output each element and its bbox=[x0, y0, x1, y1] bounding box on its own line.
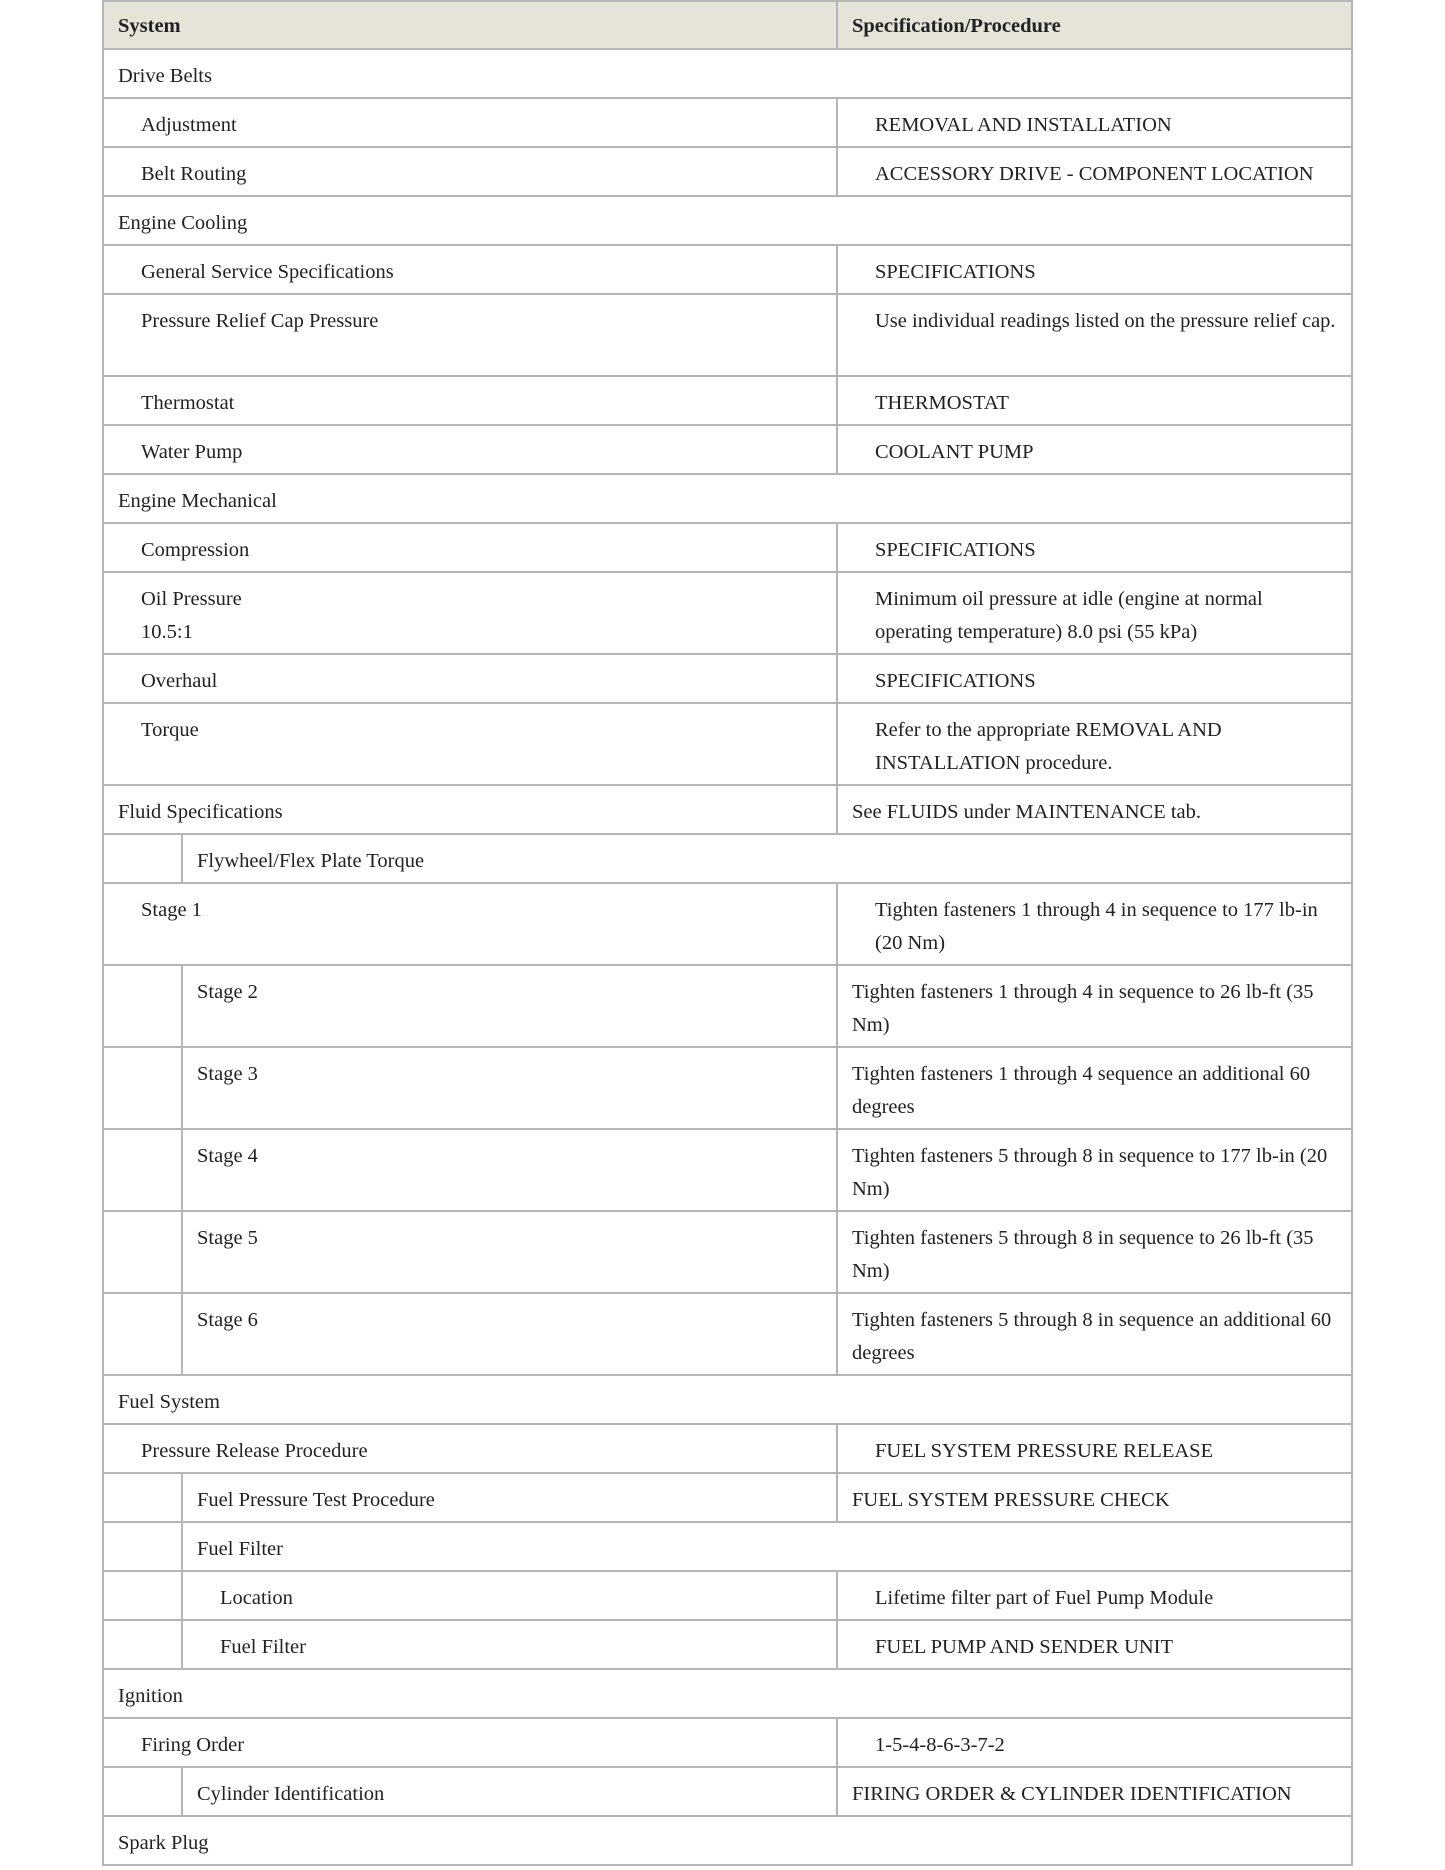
specification-cell bbox=[836, 1212, 1351, 1292]
table-row bbox=[104, 835, 1351, 884]
system-cell bbox=[104, 1376, 1351, 1423]
system-cell bbox=[183, 1768, 836, 1815]
indent-spacer bbox=[104, 1768, 183, 1815]
specification-text: Refer to the appropriate REMOVAL AND INSTALLATION procedure. bbox=[875, 719, 1222, 774]
system-label: Location bbox=[220, 1587, 293, 1609]
specification-cell bbox=[836, 148, 1351, 195]
system-cell bbox=[104, 377, 836, 424]
specification-cell bbox=[836, 1130, 1351, 1210]
specification-cell bbox=[836, 1768, 1351, 1815]
specification-cell bbox=[836, 377, 1351, 424]
table-row bbox=[104, 1621, 1351, 1670]
system-cell bbox=[104, 1719, 836, 1766]
system-label: Fuel Pressure Test Procedure bbox=[197, 1489, 435, 1511]
specification-text: Lifetime filter part of Fuel Pump Module bbox=[875, 1587, 1214, 1609]
specification-text: THERMOSTAT bbox=[875, 392, 1009, 414]
system-label: Stage 5 bbox=[197, 1227, 258, 1249]
system-label: General Service Specifications bbox=[141, 261, 394, 283]
table-row bbox=[104, 1523, 1351, 1572]
system-cell bbox=[183, 1572, 836, 1619]
table-row bbox=[104, 1474, 1351, 1523]
specification-text: Tighten fasteners 5 through 8 in sequence to 177 lb-in (20 Nm) bbox=[852, 1145, 1328, 1200]
system-label: Belt Routing bbox=[141, 163, 247, 185]
table-row bbox=[104, 1048, 1351, 1130]
specification-cell bbox=[836, 1572, 1351, 1619]
table-row bbox=[104, 475, 1351, 524]
specification-text: COOLANT PUMP bbox=[875, 441, 1034, 463]
indent-spacer bbox=[104, 1621, 183, 1668]
specification-cell bbox=[836, 573, 1351, 653]
table-row bbox=[104, 884, 1351, 966]
table-row bbox=[104, 966, 1351, 1048]
system-label: Pressure Relief Cap Pressure bbox=[141, 310, 379, 332]
system-cell bbox=[183, 1523, 1351, 1570]
specification-cell bbox=[836, 704, 1351, 784]
system-label: Water Pump bbox=[141, 441, 243, 463]
header-specification: Specification/Procedure bbox=[836, 2, 1351, 48]
table-row bbox=[104, 655, 1351, 704]
system-label: Compression bbox=[141, 539, 250, 561]
specification-text: REMOVAL AND INSTALLATION bbox=[875, 114, 1172, 136]
system-cell bbox=[183, 835, 1351, 882]
specification-cell bbox=[836, 966, 1351, 1046]
system-cell bbox=[104, 1425, 836, 1472]
specification-cell bbox=[836, 655, 1351, 702]
table-row bbox=[104, 148, 1351, 197]
specification-text: FUEL PUMP AND SENDER UNIT bbox=[875, 1636, 1174, 1658]
indent-spacer bbox=[104, 1572, 183, 1619]
system-cell bbox=[104, 704, 836, 784]
system-label: Oil Pressure bbox=[141, 588, 242, 610]
specification-cell bbox=[836, 1425, 1351, 1472]
system-label: Fuel Filter bbox=[197, 1538, 283, 1560]
indent-spacer bbox=[104, 966, 183, 1046]
specification-text: Tighten fasteners 5 through 8 in sequence to 26 lb-ft (35 Nm) bbox=[852, 1227, 1314, 1282]
specification-text: Tighten fasteners 1 through 4 sequence an additional 60 degrees bbox=[852, 1063, 1311, 1118]
specification-text: FUEL SYSTEM PRESSURE CHECK bbox=[852, 1489, 1170, 1511]
system-cell bbox=[104, 655, 836, 702]
header-system: System bbox=[118, 15, 181, 37]
indent-spacer bbox=[104, 835, 183, 882]
table-row bbox=[104, 1572, 1351, 1621]
spec-table bbox=[102, 0, 1353, 1866]
system-cell bbox=[183, 1130, 836, 1210]
indent-spacer bbox=[104, 1212, 183, 1292]
system-label: Fuel Filter bbox=[220, 1636, 306, 1658]
system-label: Stage 3 bbox=[197, 1063, 258, 1085]
specification-text: Use individual readings listed on the pressure relief cap. bbox=[875, 310, 1336, 332]
indent-spacer bbox=[104, 1048, 183, 1128]
table-row bbox=[104, 197, 1351, 246]
system-cell bbox=[104, 1817, 1351, 1864]
system-label: Stage 2 bbox=[197, 981, 258, 1003]
system-cell bbox=[183, 966, 836, 1046]
system-label: Stage 4 bbox=[197, 1145, 258, 1167]
system-label: Thermostat bbox=[141, 392, 235, 414]
system-label: Fuel System bbox=[118, 1391, 220, 1413]
system-label: Stage 1 bbox=[141, 899, 202, 921]
system-sub-value: 10.5:1 bbox=[141, 621, 193, 643]
system-label: Engine Cooling bbox=[118, 212, 248, 234]
table-header-row bbox=[104, 0, 1351, 50]
system-cell bbox=[104, 426, 836, 473]
specification-text: SPECIFICATIONS bbox=[875, 670, 1036, 692]
system-label: Stage 6 bbox=[197, 1309, 258, 1331]
system-cell bbox=[183, 1621, 836, 1668]
system-cell bbox=[104, 295, 836, 375]
table-row bbox=[104, 426, 1351, 475]
table-body bbox=[104, 50, 1351, 1866]
table-row bbox=[104, 1130, 1351, 1212]
table-row bbox=[104, 704, 1351, 786]
system-cell bbox=[183, 1048, 836, 1128]
system-label: Pressure Release Procedure bbox=[141, 1440, 368, 1462]
table-row bbox=[104, 1719, 1351, 1768]
system-cell bbox=[104, 786, 836, 833]
system-label: Adjustment bbox=[141, 114, 237, 136]
indent-spacer bbox=[104, 1474, 183, 1521]
system-cell bbox=[104, 884, 836, 964]
specification-cell bbox=[836, 786, 1351, 833]
table-row bbox=[104, 524, 1351, 573]
table-row bbox=[104, 1425, 1351, 1474]
specification-cell bbox=[836, 99, 1351, 146]
specification-cell bbox=[836, 1621, 1351, 1668]
system-cell bbox=[104, 573, 836, 653]
specification-cell bbox=[836, 426, 1351, 473]
system-cell bbox=[104, 475, 1351, 522]
table-row bbox=[104, 1817, 1351, 1866]
specification-text: SPECIFICATIONS bbox=[875, 261, 1036, 283]
system-label: Flywheel/Flex Plate Torque bbox=[197, 850, 425, 872]
indent-spacer bbox=[104, 1130, 183, 1210]
table-row bbox=[104, 1376, 1351, 1425]
table-row bbox=[104, 573, 1351, 655]
system-label: Ignition bbox=[118, 1685, 183, 1707]
table-row bbox=[104, 786, 1351, 835]
specification-cell bbox=[836, 1048, 1351, 1128]
specification-text: Tighten fasteners 5 through 8 in sequence an additional 60 degrees bbox=[852, 1309, 1332, 1364]
system-label: Cylinder Identification bbox=[197, 1783, 385, 1805]
system-label: Spark Plug bbox=[118, 1832, 209, 1854]
specification-text: Tighten fasteners 1 through 4 in sequence to 177 lb-in (20 Nm) bbox=[875, 899, 1318, 954]
system-cell bbox=[104, 197, 1351, 244]
specification-text: Tighten fasteners 1 through 4 in sequence to 26 lb-ft (35 Nm) bbox=[852, 981, 1314, 1036]
system-cell bbox=[183, 1212, 836, 1292]
table-row bbox=[104, 1768, 1351, 1817]
specification-cell bbox=[836, 524, 1351, 571]
specification-text: ACCESSORY DRIVE - COMPONENT LOCATION bbox=[875, 163, 1314, 185]
specification-text: See FLUIDS under MAINTENANCE tab. bbox=[852, 801, 1202, 823]
system-cell bbox=[104, 148, 836, 195]
specification-text: FUEL SYSTEM PRESSURE RELEASE bbox=[875, 1440, 1214, 1462]
specification-text: FIRING ORDER & CYLINDER IDENTIFICATION bbox=[852, 1783, 1292, 1805]
specification-cell bbox=[836, 1294, 1351, 1374]
system-label: Firing Order bbox=[141, 1734, 245, 1756]
specification-cell bbox=[836, 295, 1351, 375]
system-label: Drive Belts bbox=[118, 65, 212, 87]
system-cell bbox=[104, 246, 836, 293]
specification-cell bbox=[836, 1474, 1351, 1521]
system-cell bbox=[183, 1294, 836, 1374]
table-row bbox=[104, 99, 1351, 148]
table-row bbox=[104, 377, 1351, 426]
system-cell bbox=[104, 50, 1351, 97]
system-label: Fluid Specifications bbox=[118, 801, 283, 823]
table-row bbox=[104, 50, 1351, 99]
system-label: Overhaul bbox=[141, 670, 218, 692]
table-row bbox=[104, 1212, 1351, 1294]
specification-cell bbox=[836, 1719, 1351, 1766]
specification-text: Minimum oil pressure at idle (engine at normal operating temperature) 8.0 psi (55 kPa) bbox=[875, 588, 1263, 643]
table-row bbox=[104, 1670, 1351, 1719]
system-cell bbox=[104, 1670, 1351, 1717]
system-cell bbox=[104, 524, 836, 571]
table-row bbox=[104, 246, 1351, 295]
system-cell bbox=[183, 1474, 836, 1521]
table-row bbox=[104, 1294, 1351, 1376]
system-cell bbox=[104, 99, 836, 146]
specification-cell bbox=[836, 884, 1351, 964]
indent-spacer bbox=[104, 1294, 183, 1374]
indent-spacer bbox=[104, 1523, 183, 1570]
specification-text: 1-5-4-8-6-3-7-2 bbox=[875, 1734, 1005, 1756]
table-row bbox=[104, 295, 1351, 377]
specification-cell bbox=[836, 246, 1351, 293]
system-label: Engine Mechanical bbox=[118, 490, 277, 512]
system-label: Torque bbox=[141, 719, 199, 741]
specification-text: SPECIFICATIONS bbox=[875, 539, 1036, 561]
